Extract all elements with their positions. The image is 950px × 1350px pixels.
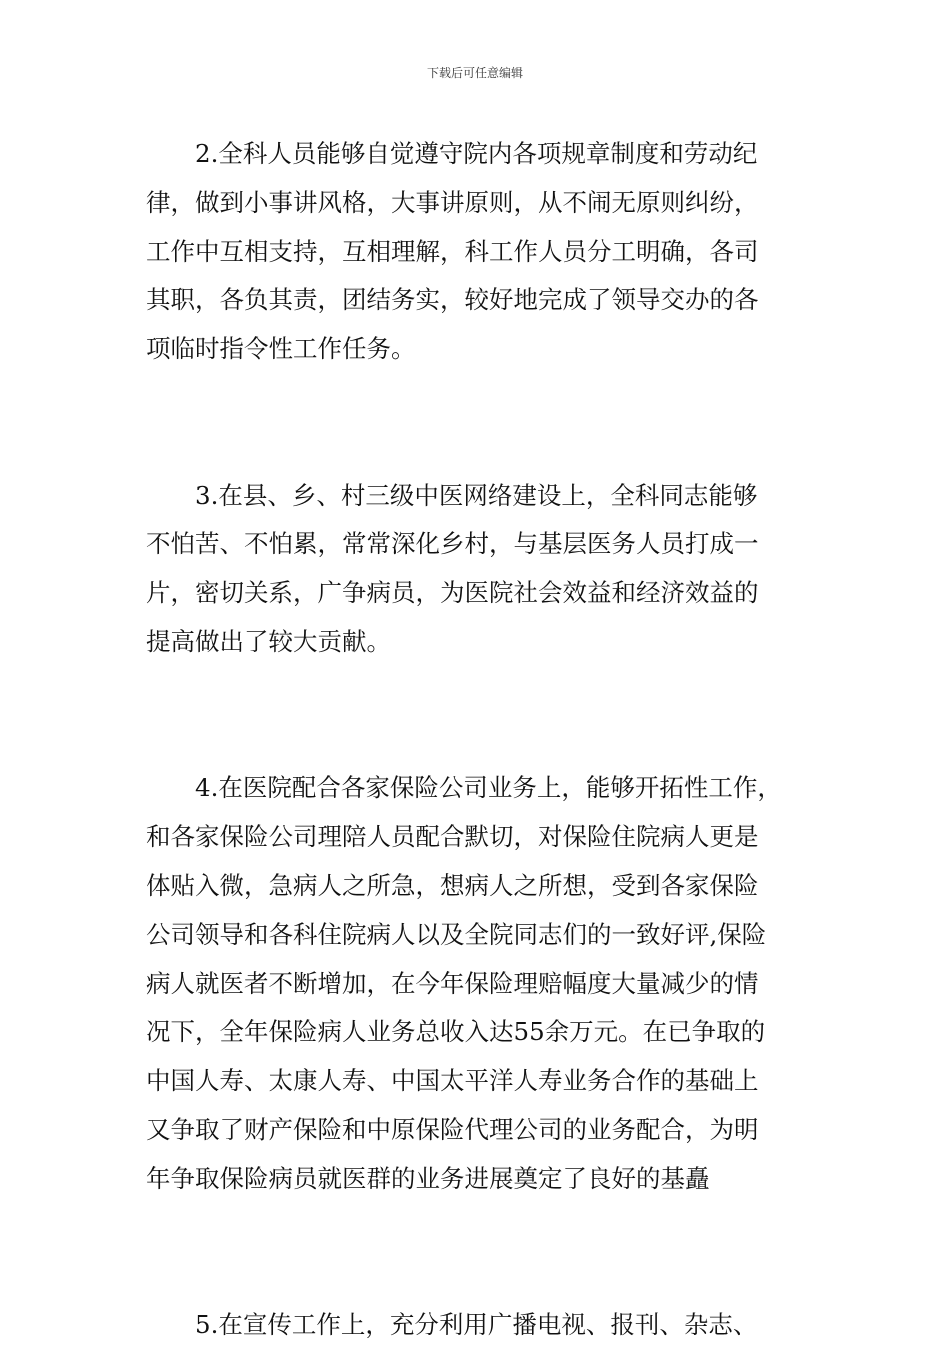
paragraph-spacer xyxy=(146,667,822,765)
paragraph-line: 项临时指令性工作任务。 xyxy=(146,334,416,364)
paragraph-line: 和各家保险公司理陪人员配合默切，对保险住院病人更是 xyxy=(146,822,759,852)
paragraph-spacer xyxy=(146,1204,822,1302)
paragraph-line: 况下，全年保险病人业务总收入达55余万元。在已争取的 xyxy=(146,1017,766,1047)
paragraph-line: 2.全科人员能够自觉遵守院内各项规章制度和劳动纪 xyxy=(195,139,758,168)
paragraph-line: 律，做到小事讲风格，大事讲原则，从不闹无原则纠纷， xyxy=(146,187,759,217)
paragraph-line: 3.在县、乡、村三级中医网络建设上，全科同志能够 xyxy=(195,480,758,510)
paragraph-line: 不怕苦、不怕累，常常深化乡村，与基层医务人员打成一 xyxy=(146,529,759,559)
paragraph-line: 片，密切关系，广争病员，为医院社会效益和经济效益的 xyxy=(146,578,759,608)
paragraph-line: 公司领导和各科住院病人以及全院同志们的一致好评,保险 xyxy=(146,919,767,949)
paragraph-3 xyxy=(146,472,822,667)
paragraph-line: 工作中互相支持，互相理解，科工作人员分工明确，各司 xyxy=(146,236,759,266)
paragraph-2 xyxy=(146,130,822,374)
document-body xyxy=(146,130,822,1350)
paragraph-line: 年争取保险病员就医群的业务进展奠定了良好的基矗 xyxy=(146,1163,710,1193)
paragraph-line: 4.在医院配合各家保险公司业务上，能够开拓性工作， xyxy=(195,773,782,803)
paragraph-line: 体贴入微，急病人之所急，想病人之所想，受到各家保险 xyxy=(146,870,759,900)
paragraph-spacer xyxy=(146,374,822,472)
paragraph-4 xyxy=(146,764,822,1203)
paragraph-line: 5.在宣传工作上，充分利用广播电视、报刊、杂志、 xyxy=(195,1310,758,1340)
paragraph-line: 提高做出了较大贡献。 xyxy=(146,626,391,656)
page-header: 下载后可任意编辑 xyxy=(426,66,523,80)
paragraph-line: 病人就医者不断增加，在今年保险理赔幅度大量减少的情 xyxy=(146,968,759,998)
paragraph-line: 又争取了财产保险和中原保险代理公司的业务配合，为明 xyxy=(146,1114,759,1144)
paragraph-line: 中国人寿、太康人寿、中国太平洋人寿业务合作的基础上 xyxy=(146,1066,759,1096)
paragraph-5 xyxy=(146,1301,822,1350)
paragraph-line: 其职，各负其责，团结务实，较好地完成了领导交办的各 xyxy=(146,285,759,315)
